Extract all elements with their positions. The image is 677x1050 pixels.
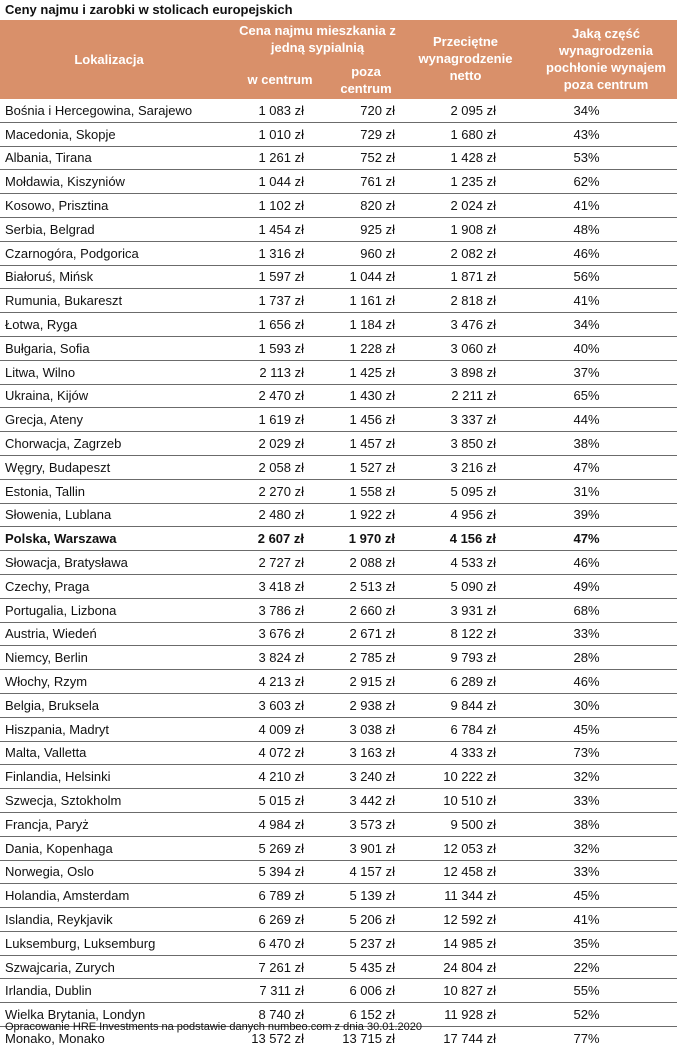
cell-salary: 10 222 zł — [395, 765, 496, 789]
table-row — [0, 241, 677, 265]
cell-share: 45% — [496, 884, 677, 908]
cell-rent-center: 1 597 zł — [218, 265, 304, 289]
cell-location: Belgia, Bruksela — [0, 693, 218, 717]
cell-rent-center: 8 740 zł — [218, 1003, 304, 1027]
cell-share: 62% — [496, 170, 677, 194]
cell-share: 34% — [496, 313, 677, 337]
cell-location: Włochy, Rzym — [0, 670, 218, 694]
cell-rent-center: 2 270 zł — [218, 479, 304, 503]
table-row — [0, 574, 677, 598]
cell-rent-center: 1 316 zł — [218, 241, 304, 265]
cell-salary: 2 211 zł — [395, 384, 496, 408]
cell-salary: 2 818 zł — [395, 289, 496, 313]
cell-share: 38% — [496, 432, 677, 456]
cell-rent-center: 2 113 zł — [218, 360, 304, 384]
cell-share: 56% — [496, 265, 677, 289]
cell-location: Estonia, Tallin — [0, 479, 218, 503]
cell-salary: 9 844 zł — [395, 693, 496, 717]
cell-salary: 11 928 zł — [395, 1003, 496, 1027]
cell-rent-outside: 1 922 zł — [304, 503, 395, 527]
cell-share: 73% — [496, 741, 677, 765]
cell-location: Serbia, Belgrad — [0, 217, 218, 241]
cell-rent-center: 2 058 zł — [218, 455, 304, 479]
cell-rent-center: 6 470 zł — [218, 931, 304, 955]
table-row — [0, 717, 677, 741]
table-row — [0, 336, 677, 360]
cell-salary: 17 744 zł — [443, 1030, 496, 1046]
table-row — [0, 313, 677, 337]
cell-salary: 1 871 zł — [395, 265, 496, 289]
cell-rent-center: 5 394 zł — [218, 860, 304, 884]
cell-rent-outside: 761 zł — [304, 170, 395, 194]
cell-salary: 3 337 zł — [395, 408, 496, 432]
cell-share: 47% — [496, 455, 677, 479]
cell-location: Islandia, Reykjavik — [0, 908, 218, 932]
cell-share: 22% — [496, 955, 677, 979]
cell-rent-outside: 13 715 zł — [342, 1030, 395, 1046]
table-row — [0, 289, 677, 313]
cell-rent-outside: 1 184 zł — [304, 313, 395, 337]
cell-share: 46% — [496, 670, 677, 694]
cell-rent-outside: 4 157 zł — [304, 860, 395, 884]
header-rent-outside: poza centrum — [340, 64, 392, 96]
cell-rent-center: 3 603 zł — [218, 693, 304, 717]
cell-salary: 3 898 zł — [395, 360, 496, 384]
cell-rent-center: 5 015 zł — [218, 789, 304, 813]
cell-rent-center: 3 676 zł — [218, 622, 304, 646]
table-row — [0, 503, 677, 527]
cell-location: Malta, Valletta — [0, 741, 218, 765]
cell-location: Węgry, Budapeszt — [0, 455, 218, 479]
cell-location: Słowacja, Bratysława — [0, 551, 218, 575]
table-row — [0, 455, 677, 479]
cell-rent-center: 1 044 zł — [218, 170, 304, 194]
cell-location: Czarnogóra, Podgorica — [0, 241, 218, 265]
cell-share: 49% — [496, 574, 677, 598]
cell-rent-outside: 820 zł — [304, 194, 395, 218]
cell-location: Kosowo, Prisztina — [0, 194, 218, 218]
cell-salary: 10 827 zł — [395, 979, 496, 1003]
cell-share: 38% — [496, 812, 677, 836]
cell-location: Mołdawia, Kiszyniów — [0, 170, 218, 194]
cell-rent-outside: 925 zł — [304, 217, 395, 241]
cell-rent-outside: 3 038 zł — [304, 717, 395, 741]
cell-rent-outside: 1 527 zł — [304, 455, 395, 479]
cell-share: 32% — [496, 765, 677, 789]
table-row — [0, 265, 677, 289]
cell-salary: 2 082 zł — [395, 241, 496, 265]
cell-rent-center: 6 789 zł — [218, 884, 304, 908]
table-row — [0, 146, 677, 170]
cell-share: 53% — [496, 146, 677, 170]
cell-location: Luksemburg, Luksemburg — [0, 931, 218, 955]
cell-location: Monako, Monako — [5, 1030, 105, 1046]
cell-share: 48% — [496, 217, 677, 241]
table-row — [0, 217, 677, 241]
header-salary: Przeciętne wynagrodzenie netto — [418, 34, 513, 83]
cell-rent-center: 7 311 zł — [218, 979, 304, 1003]
cell-location: Szwecja, Sztokholm — [0, 789, 218, 813]
cell-location: Wielka Brytania, Londyn — [0, 1003, 218, 1027]
cell-location: Chorwacja, Zagrzeb — [0, 432, 218, 456]
cell-salary: 6 784 zł — [395, 717, 496, 741]
cell-location: Dania, Kopenhaga — [0, 836, 218, 860]
table-row — [0, 360, 677, 384]
cell-rent-center: 4 009 zł — [218, 717, 304, 741]
table-row — [0, 527, 677, 551]
cell-location: Norwegia, Oslo — [0, 860, 218, 884]
cell-location: Bośnia i Hercegowina, Sarajewo — [0, 99, 218, 122]
cell-rent-center: 1 619 zł — [218, 408, 304, 432]
table-row — [0, 622, 677, 646]
cell-salary: 4 156 zł — [395, 527, 496, 551]
cell-salary: 1 428 zł — [395, 146, 496, 170]
cell-share: 30% — [496, 693, 677, 717]
table-row — [0, 432, 677, 456]
cell-location: Białoruś, Mińsk — [0, 265, 218, 289]
table-row — [0, 741, 677, 765]
cell-salary: 11 344 zł — [395, 884, 496, 908]
cell-location: Austria, Wiedeń — [0, 622, 218, 646]
cell-salary: 12 592 zł — [395, 908, 496, 932]
cell-share: 55% — [496, 979, 677, 1003]
cell-share: 40% — [496, 336, 677, 360]
table-row — [0, 789, 677, 813]
cell-location: Słowenia, Lublana — [0, 503, 218, 527]
cell-share: 41% — [496, 908, 677, 932]
cell-location: Łotwa, Ryga — [0, 313, 218, 337]
table-title: Ceny najmu i zarobki w stolicach europejskich — [5, 2, 293, 17]
table-row — [0, 931, 677, 955]
cell-salary: 9 500 zł — [395, 812, 496, 836]
cell-location: Szwajcaria, Zurych — [0, 955, 218, 979]
table-row — [0, 812, 677, 836]
cell-rent-center: 4 984 zł — [218, 812, 304, 836]
header-share: Jaką część wynagrodzenia pochłonie wynajem poza centrum — [546, 26, 666, 92]
cell-share: 37% — [496, 360, 677, 384]
cell-location: Polska, Warszawa — [0, 527, 218, 551]
cell-rent-center: 1 593 zł — [218, 336, 304, 360]
cell-rent-center: 1 656 zł — [218, 313, 304, 337]
cell-salary: 10 510 zł — [395, 789, 496, 813]
cell-location: Czechy, Praga — [0, 574, 218, 598]
cell-salary: 1 235 zł — [395, 170, 496, 194]
table-row — [0, 551, 677, 575]
cell-rent-outside: 2 785 zł — [304, 646, 395, 670]
cell-rent-outside: 1 430 zł — [304, 384, 395, 408]
cell-salary: 5 095 zł — [395, 479, 496, 503]
cell-rent-outside: 1 558 zł — [304, 479, 395, 503]
cell-share: 52% — [496, 1003, 677, 1027]
cell-rent-outside: 2 660 zł — [304, 598, 395, 622]
cell-rent-outside: 729 zł — [304, 122, 395, 146]
cell-location: Bułgaria, Sofia — [0, 336, 218, 360]
cell-share: 32% — [496, 836, 677, 860]
cell-salary: 12 458 zł — [395, 860, 496, 884]
cell-rent-center: 4 210 zł — [218, 765, 304, 789]
table-row — [0, 884, 677, 908]
table-row — [0, 955, 677, 979]
cell-share: 39% — [496, 503, 677, 527]
cell-share: 65% — [496, 384, 677, 408]
cell-rent-outside: 2 915 zł — [304, 670, 395, 694]
cell-rent-outside: 752 zł — [304, 146, 395, 170]
cell-rent-center: 5 269 zł — [218, 836, 304, 860]
cell-rent-outside: 2 938 zł — [304, 693, 395, 717]
cell-rent-outside: 5 139 zł — [304, 884, 395, 908]
cell-rent-outside: 2 513 zł — [304, 574, 395, 598]
table-row — [0, 836, 677, 860]
cell-rent-center: 7 261 zł — [218, 955, 304, 979]
cell-salary: 9 793 zł — [395, 646, 496, 670]
cell-share: 43% — [496, 122, 677, 146]
cell-location: Litwa, Wilno — [0, 360, 218, 384]
cell-rent-center: 2 480 zł — [218, 503, 304, 527]
table-row — [0, 479, 677, 503]
cell-share: 34% — [496, 99, 677, 122]
cell-salary: 12 053 zł — [395, 836, 496, 860]
cell-share: 45% — [496, 717, 677, 741]
cell-salary: 8 122 zł — [395, 622, 496, 646]
cell-rent-center: 6 269 zł — [218, 908, 304, 932]
cell-rent-outside: 720 zł — [304, 99, 395, 122]
cell-rent-outside: 1 425 zł — [304, 360, 395, 384]
cell-rent-center: 1 083 zł — [218, 99, 304, 122]
cell-salary: 4 533 zł — [395, 551, 496, 575]
cell-rent-center: 1 010 zł — [218, 122, 304, 146]
cell-rent-center: 3 418 zł — [218, 574, 304, 598]
cell-rent-outside: 3 901 zł — [304, 836, 395, 860]
table-row — [0, 670, 677, 694]
cell-rent-center: 2 470 zł — [218, 384, 304, 408]
cell-rent-outside: 1 044 zł — [304, 265, 395, 289]
cell-rent-center: 3 786 zł — [218, 598, 304, 622]
table-row — [0, 693, 677, 717]
cell-share: 41% — [496, 289, 677, 313]
cell-rent-outside: 6 152 zł — [304, 1003, 395, 1027]
cell-rent-outside: 1 228 zł — [304, 336, 395, 360]
cell-share: 33% — [496, 860, 677, 884]
table-row — [0, 908, 677, 932]
table-header — [0, 20, 677, 99]
cell-share: 46% — [496, 241, 677, 265]
cell-location: Niemcy, Berlin — [0, 646, 218, 670]
cell-share: 31% — [496, 479, 677, 503]
cell-share: 44% — [496, 408, 677, 432]
cell-salary: 2 095 zł — [395, 99, 496, 122]
cell-location: Rumunia, Bukareszt — [0, 289, 218, 313]
table-row — [0, 122, 677, 146]
cell-location: Grecja, Ateny — [0, 408, 218, 432]
cell-share: 41% — [496, 194, 677, 218]
cell-salary: 4 333 zł — [395, 741, 496, 765]
cell-rent-center: 13 572 zł — [251, 1030, 304, 1046]
table-row — [0, 384, 677, 408]
cell-salary: 3 931 zł — [395, 598, 496, 622]
cell-rent-outside: 3 442 zł — [304, 789, 395, 813]
table-body — [0, 99, 677, 1050]
cell-rent-outside: 1 456 zł — [304, 408, 395, 432]
cell-rent-outside: 5 206 zł — [304, 908, 395, 932]
table-row — [0, 860, 677, 884]
cell-rent-center: 1 102 zł — [218, 194, 304, 218]
cell-salary: 1 680 zł — [395, 122, 496, 146]
table-row — [0, 765, 677, 789]
cell-salary: 6 289 zł — [395, 670, 496, 694]
table-row — [0, 408, 677, 432]
cell-rent-outside: 2 088 zł — [304, 551, 395, 575]
cell-rent-outside: 3 573 zł — [304, 812, 395, 836]
cell-location: Irlandia, Dublin — [0, 979, 218, 1003]
cell-rent-outside: 5 435 zł — [304, 955, 395, 979]
cell-rent-center: 2 029 zł — [218, 432, 304, 456]
cell-location: Francja, Paryż — [0, 812, 218, 836]
table-row — [0, 194, 677, 218]
cell-rent-center: 1 454 zł — [218, 217, 304, 241]
cell-share: 68% — [496, 598, 677, 622]
cell-location: Finlandia, Helsinki — [0, 765, 218, 789]
table-row — [0, 979, 677, 1003]
cell-rent-outside: 1 970 zł — [304, 527, 395, 551]
cell-location: Ukraina, Kijów — [0, 384, 218, 408]
cell-salary: 2 024 zł — [395, 194, 496, 218]
cell-share: 28% — [496, 646, 677, 670]
header-rent-center: w centrum — [247, 72, 313, 87]
cell-salary: 3 850 zł — [395, 432, 496, 456]
cell-salary: 4 956 zł — [395, 503, 496, 527]
cell-rent-outside: 6 006 zł — [304, 979, 395, 1003]
cell-share: 33% — [496, 789, 677, 813]
cell-rent-outside: 3 163 zł — [304, 741, 395, 765]
cell-rent-outside: 1 457 zł — [304, 432, 395, 456]
cell-location: Portugalia, Lizbona — [0, 598, 218, 622]
cell-share: 33% — [496, 622, 677, 646]
cell-rent-center: 4 072 zł — [218, 741, 304, 765]
cell-rent-center: 2 727 zł — [218, 551, 304, 575]
cell-rent-outside: 1 161 zł — [304, 289, 395, 313]
cell-location: Albania, Tirana — [0, 146, 218, 170]
cell-salary: 5 090 zł — [395, 574, 496, 598]
cell-rent-center: 1 261 zł — [218, 146, 304, 170]
cell-share: 35% — [496, 931, 677, 955]
cell-share: 47% — [496, 527, 677, 551]
cell-salary: 24 804 zł — [395, 955, 496, 979]
header-rent-group: Cena najmu mieszkania z jedną sypialnią — [239, 23, 396, 55]
cell-location: Macedonia, Skopje — [0, 122, 218, 146]
table-row — [0, 646, 677, 670]
cell-location: Holandia, Amsterdam — [0, 884, 218, 908]
cell-rent-center: 1 737 zł — [218, 289, 304, 313]
cell-rent-outside: 3 240 zł — [304, 765, 395, 789]
cell-rent-outside: 960 zł — [304, 241, 395, 265]
cell-share: 77% — [573, 1030, 600, 1046]
header-location: Lokalizacja — [74, 52, 144, 67]
cell-salary: 1 908 zł — [395, 217, 496, 241]
cell-salary: 14 985 zł — [395, 931, 496, 955]
cell-salary: 3 216 zł — [395, 455, 496, 479]
cell-rent-center: 2 607 zł — [218, 527, 304, 551]
rent-salary-table — [0, 99, 677, 1050]
cell-rent-outside: 2 671 zł — [304, 622, 395, 646]
source-note: Opracowanie HRE Investments na podstawie danych numbeo.com z dnia 30.01.2020 — [5, 1021, 423, 1033]
cell-rent-center: 3 824 zł — [218, 646, 304, 670]
table-row — [0, 598, 677, 622]
table-row — [0, 170, 677, 194]
cell-location: Hiszpania, Madryt — [0, 717, 218, 741]
cell-share: 46% — [496, 551, 677, 575]
cell-salary: 3 476 zł — [395, 313, 496, 337]
cell-rent-center: 4 213 zł — [218, 670, 304, 694]
cell-salary: 3 060 zł — [395, 336, 496, 360]
table-row — [0, 99, 677, 122]
cell-rent-outside: 5 237 zł — [304, 931, 395, 955]
